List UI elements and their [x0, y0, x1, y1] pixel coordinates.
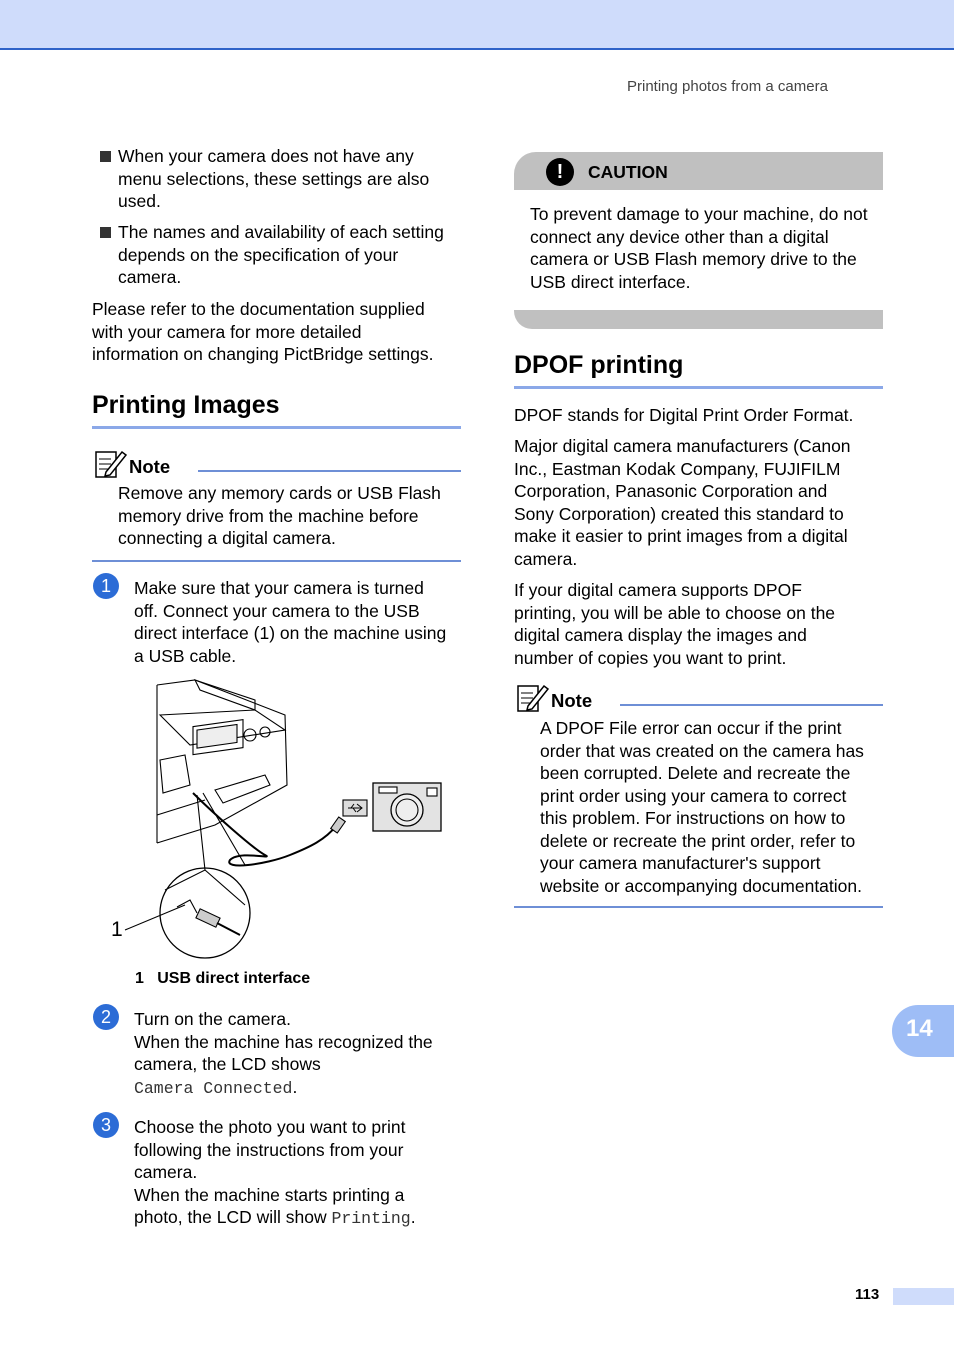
chapter-tab[interactable]: 14 — [892, 1005, 954, 1057]
dpof-paragraph-3: If your digital camera supports DPOF printing, you will be able to choose on the digital camera display the images and number of copies you want to print. — [514, 580, 836, 668]
dpof-paragraph-1: DPOF stands for Digital Print Order Format. — [514, 405, 854, 425]
bullet-square — [100, 151, 111, 162]
step-1-text: Make sure that your camera is turned off. Connect your camera to the USB direct interface (1) on the machine using a USB cable. — [134, 578, 447, 666]
note-pencil-icon — [516, 682, 550, 714]
section-heading-printing-images: Printing Images — [92, 391, 280, 419]
caution-label: CAUTION — [588, 162, 668, 182]
note-pencil-icon — [94, 448, 128, 480]
note-rule-bottom — [92, 560, 461, 562]
dpof-paragraph-2: Major digital camera manufacturers (Canon Inc., Eastman Kodak Company, FUJIFILM Corporation, Panasonic Corporation and Sony Corporation) created this standard to make it easier to print images from a digital camera. — [514, 436, 851, 569]
note-rule-top — [198, 470, 461, 472]
figure-callout-1: 1 — [111, 918, 123, 941]
bullet-text-1: When your camera does not have any menu selections, these settings are also used. — [118, 146, 430, 211]
caution-footer-bar — [514, 310, 883, 329]
step-3-text: Choose the photo you want to print following the instructions from your camera. When the machine starts printing a photo, the LCD will show Printing. — [134, 1117, 416, 1228]
step-number-2: 2 — [93, 1004, 119, 1030]
step-number-1: 1 — [93, 573, 119, 599]
heading-rule — [514, 386, 883, 389]
lcd-message: Printing — [331, 1209, 411, 1228]
note-rule-bottom — [514, 906, 883, 908]
note-label: Note — [551, 690, 593, 711]
top-banner — [0, 0, 954, 50]
section-heading-dpof-printing: DPOF printing — [514, 351, 684, 379]
bullet-square — [100, 227, 111, 238]
note-label: Note — [129, 456, 171, 477]
note-text: A DPOF File error can occur if the print order that was created on the camera has been corrupted. Delete and recreate the print order using your camera to correct this problem. For instructions on how to delete or recreate the print order, refer to your camera manufacturer's support website or accompanying documentation. — [540, 718, 864, 896]
usb-connection-illustration — [105, 675, 450, 965]
caution-text: To prevent damage to your machine, do not connect any device other than a digital camera or USB Flash memory drive to the USB direct interface. — [530, 204, 868, 292]
bullet-text-2: The names and availability of each setting depends on the specification of your camera. — [118, 222, 444, 287]
page-number: 113 — [855, 1286, 880, 1303]
page-number-bar — [893, 1288, 954, 1305]
figure-caption: 1 USB direct interface — [135, 970, 311, 987]
step-2-text: Turn on the camera. When the machine has recognized the camera, the LCD shows Camera Connected. — [134, 1009, 433, 1098]
lcd-message: Camera Connected — [134, 1078, 293, 1098]
refer-paragraph: Please refer to the documentation supplied with your camera for more detailed information on changing PictBridge settings. — [92, 299, 434, 364]
caution-exclamation-icon: ! — [546, 158, 574, 186]
step-number-3: 3 — [93, 1112, 119, 1138]
heading-rule — [92, 426, 461, 429]
note-rule-top — [620, 704, 883, 706]
running-header: Printing photos from a camera — [627, 78, 828, 95]
note-text: Remove any memory cards or USB Flash memory drive from the machine before connecting a digital camera. — [118, 483, 441, 548]
